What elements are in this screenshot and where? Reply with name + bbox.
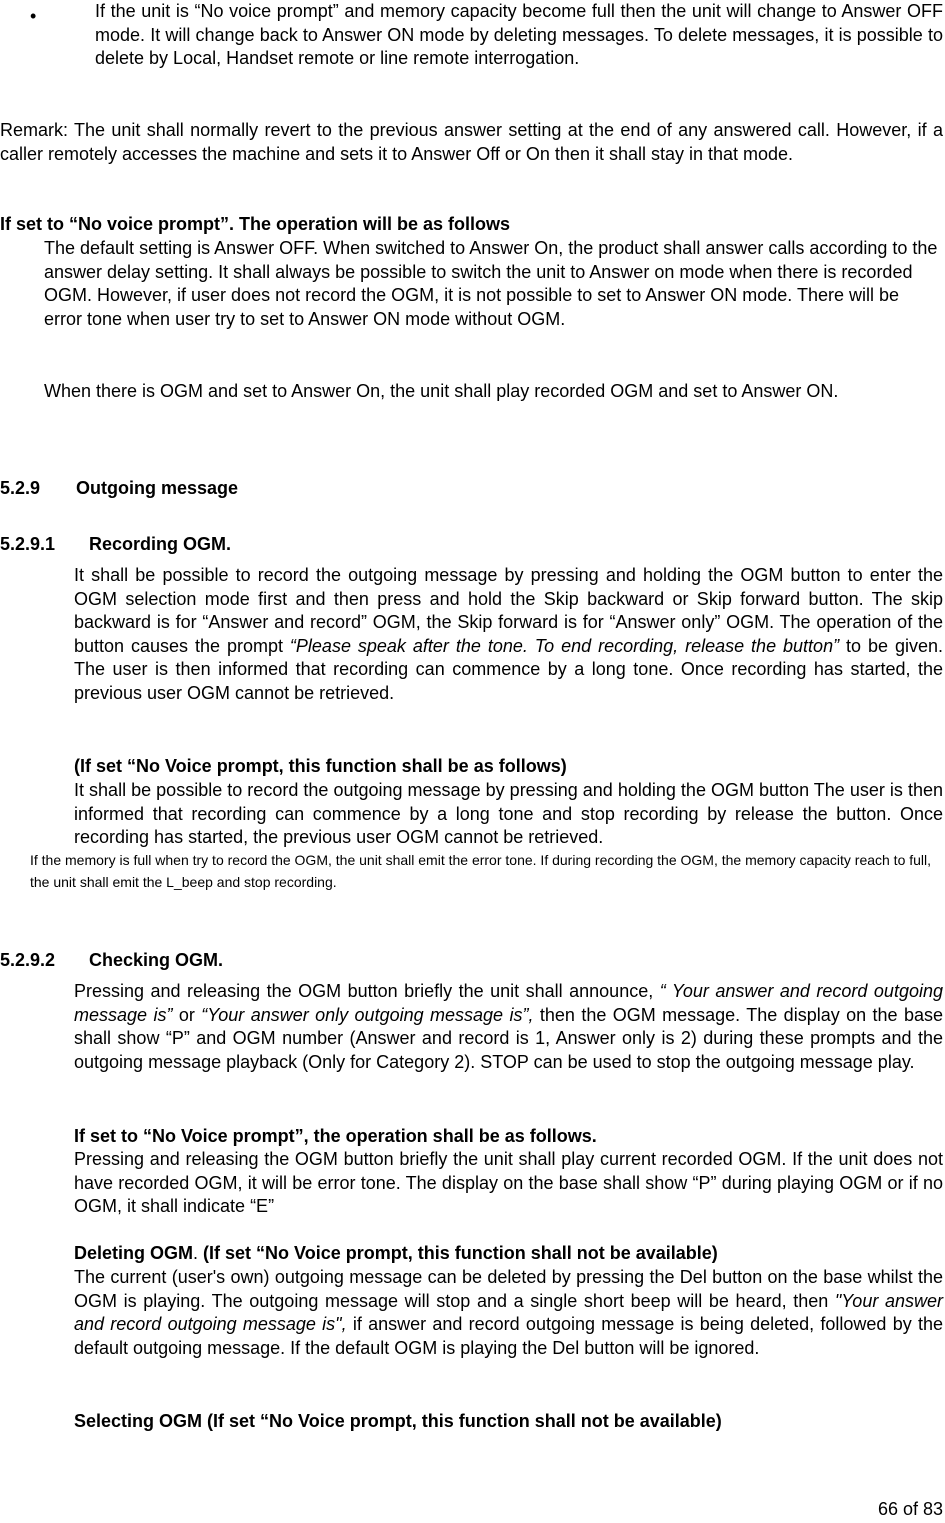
bullet-icon: • xyxy=(30,6,37,26)
recording-nvp-heading: (If set “No Voice prompt, this function shall be as follows) xyxy=(74,756,567,776)
prompt-quote: “Please speak after the tone. To end recording, release the button” xyxy=(289,635,840,656)
section-title: Outgoing message xyxy=(76,478,239,498)
text-run: The current (user's own) outgoing message can be deleted by pressing the Del button on the base whilst the OGM is playing. The outgoing message will stop and a single short beep will be heard, then xyxy=(74,1267,943,1311)
text-run: or xyxy=(172,1004,202,1025)
memory-full-note: If the memory is full when try to record the OGM, the unit shall emit the error tone. If during recording the OGM, the memory capacity reach to full, the unit shall emit the L_beep and stop recording. xyxy=(30,852,932,890)
text-run: then the OGM message. The display on the base shall show “P” and OGM number (Answer and record is 1, Answer only is 2) during these prompts and the outgoing message playback (Only for Category 2). STOP can be used to stop the outgoing message play. xyxy=(74,1004,944,1072)
text-run: It shall be possible to record the outgoing message by pressing and holding the OGM button to enter the OGM selection mode first and then press and hold the Skip backward or Skip forward button. The skip backward is for “Answer and record” OGM, the Skip forward is for “Answer only” OGM. The operation of the button causes the prompt xyxy=(74,565,943,656)
checking-nvp-heading: If set to “No Voice prompt”, the operation shall be as follows. xyxy=(74,1126,597,1146)
section-heading-529 xyxy=(0,478,238,499)
section-number: 5.2.9.1 xyxy=(0,534,56,554)
text-run: . xyxy=(193,1243,204,1263)
recording-ogm-paragraph xyxy=(74,564,943,705)
section-heading-5292 xyxy=(0,950,223,971)
checking-ogm-paragraph xyxy=(74,980,943,1074)
text-run: (If set “No Voice prompt, this function shall not be available) xyxy=(203,1243,718,1263)
section-title: Checking OGM. xyxy=(89,950,224,970)
checking-nvp-paragraph: Pressing and releasing the OGM button briefly the unit shall play current recorded OGM. If the unit does not have recorded OGM, it will be error tone. The display on the base shall show “P” during playing OGM or if no OGM, it shall indicate “E” xyxy=(74,1149,943,1216)
section-number: 5.2.9 xyxy=(0,478,41,498)
prompt-quote: "Your answer and record outgoing message is", xyxy=(74,1290,943,1334)
no-voice-paragraph-2: When there is OGM and set to Answer On, the unit shall play recorded OGM and set to Answer ON. xyxy=(44,381,839,401)
page-number: 66 of 83 xyxy=(877,1499,943,1519)
remark-paragraph: Remark: The unit shall normally revert to the previous answer setting at the end of any answered call. However, if a caller remotely accesses the machine and sets it to Answer Off or On then it shall stay in that mode. xyxy=(0,120,943,164)
section-number: 5.2.9.2 xyxy=(0,950,56,970)
text-run: to be given. The user is then informed that recording can commence by a long tone. Once recording has started, the previous user OGM cannot be retrieved. xyxy=(74,635,943,703)
section-heading-5291 xyxy=(0,534,231,555)
deleting-ogm-paragraph xyxy=(74,1266,943,1360)
selecting-ogm-heading: Selecting OGM (If set “No Voice prompt, this function shall not be available) xyxy=(74,1411,722,1431)
recording-nvp-paragraph: It shall be possible to record the outgoing message by pressing and holding the OGM button The user is then informed that recording can commence by a long tone and stop recording by release the button. Once recording has started, the previous user OGM cannot be retrieved. xyxy=(74,780,943,847)
text-run: Pressing and releasing the OGM button briefly the unit shall announce, xyxy=(74,981,660,1001)
no-voice-heading: If set to “No voice prompt”. The operation will be as follows xyxy=(0,214,511,234)
text-run: if answer and record outgoing message is being deleted, followed by the default outgoing message. If the default OGM is playing the Del button will be ignored. xyxy=(74,1314,943,1358)
prompt-quote: “Your answer only outgoing message is”, xyxy=(201,1004,534,1025)
prompt-quote: “ Your answer and record outgoing message is” xyxy=(74,981,943,1025)
deleting-ogm-heading xyxy=(74,1242,943,1266)
section-title: Recording OGM. xyxy=(89,534,232,554)
text-run: Deleting OGM xyxy=(74,1243,194,1263)
bullet-text: If the unit is “No voice prompt” and memory capacity become full then the unit will change to Answer OFF mode. It will change back to Answer ON mode by deleting messages. To delete messages, it is possible to delete by Local, Handset remote or line remote interrogation. xyxy=(95,1,943,68)
no-voice-paragraph-1: The default setting is Answer OFF. When switched to Answer On, the product shall answer calls according to the answer delay setting. It shall always be possible to switch the unit to Answer on mode when there is recorded OGM. However, if user does not record the OGM, it is not possible to set to Answer ON mode. There will be error tone when user try to set to Answer ON mode without OGM. xyxy=(44,238,938,329)
